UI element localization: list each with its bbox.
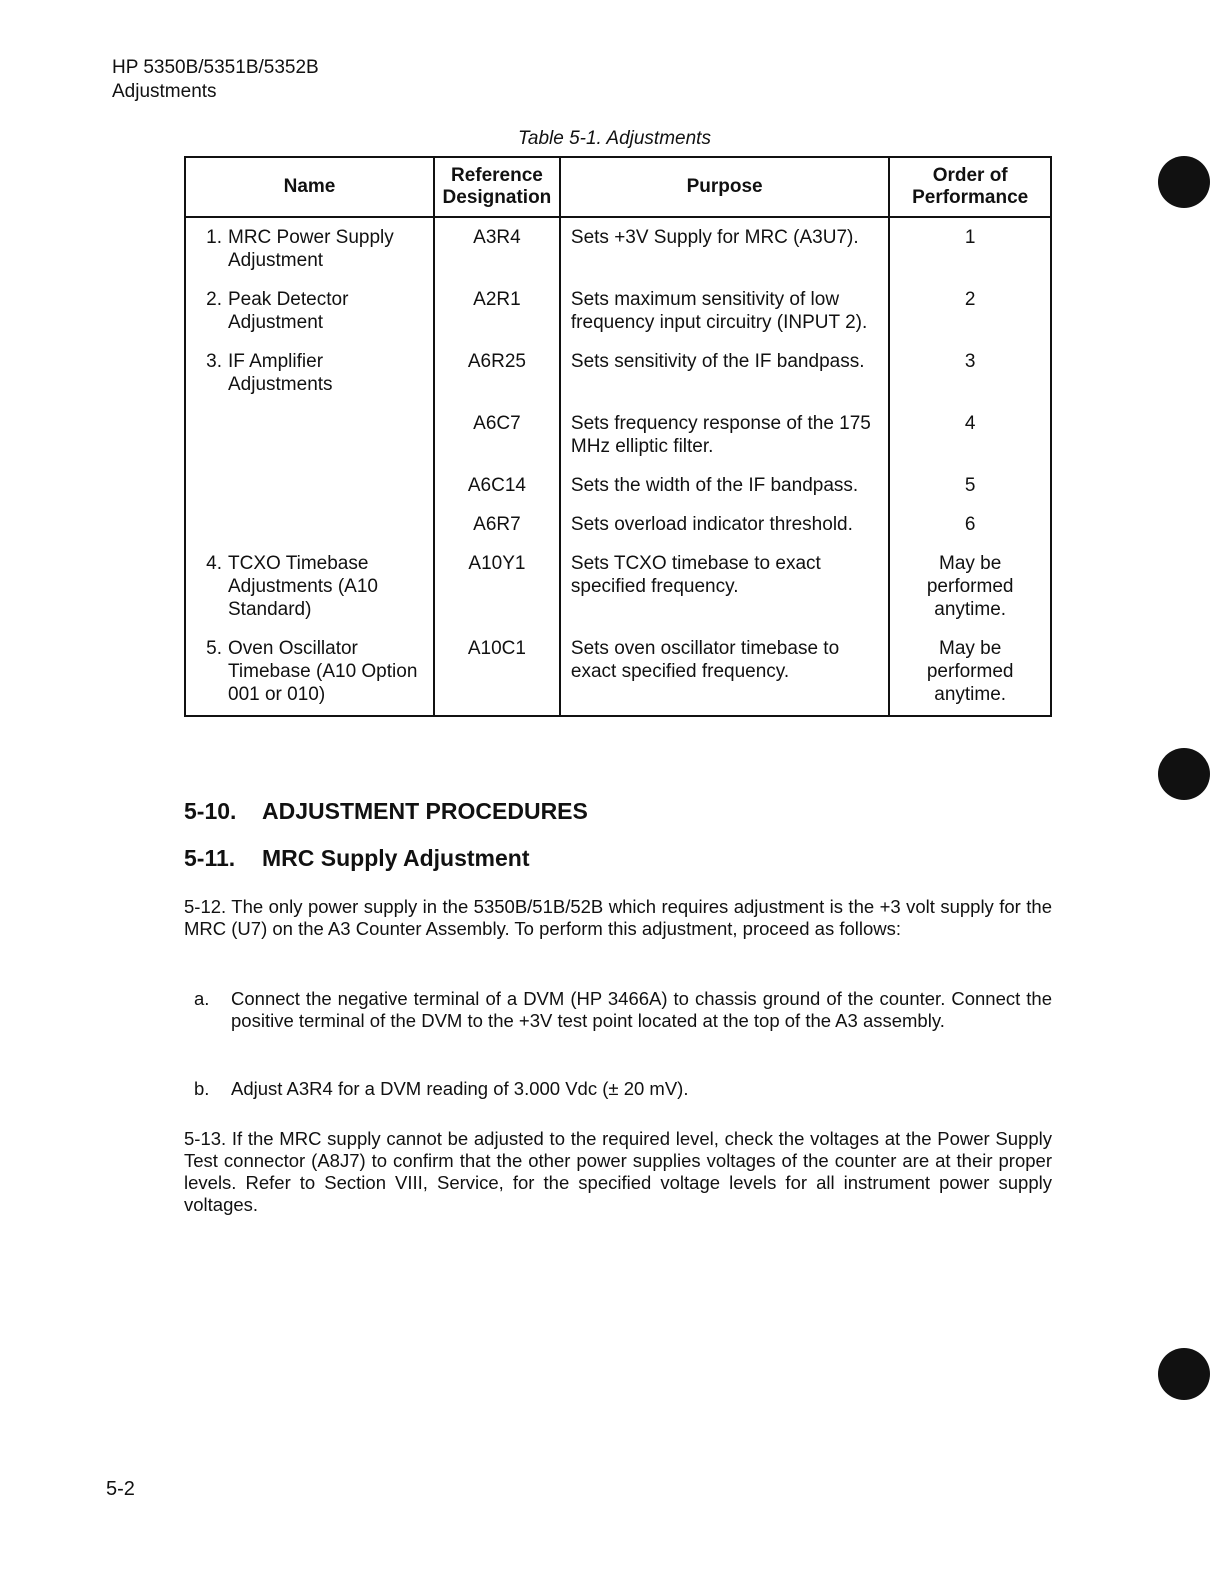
page-number: 5-2 [106, 1478, 135, 1500]
adjustments-table [184, 156, 1052, 717]
cell-order: May be performed anytime. [889, 630, 1051, 716]
section-heading-5-10 [184, 798, 588, 825]
item-name: TCXO Timebase Adjustments (A10 Standard) [228, 553, 378, 620]
binder-hole-top [1158, 156, 1210, 208]
name-wrap [196, 350, 423, 396]
header-reference-designation: Reference Designation [434, 157, 560, 217]
header-order-of-performance: Order of Performance [889, 157, 1051, 217]
cell-reference-designation: A2R1 [434, 281, 560, 343]
header-name: Name [185, 157, 434, 217]
cell-purpose: Sets sensitivity of the IF bandpass. [560, 343, 889, 405]
table-row [185, 545, 1051, 630]
item-number: 3. [206, 351, 222, 372]
cell-order: 2 [889, 281, 1051, 343]
cell-name [185, 405, 434, 467]
item-number: 1. [206, 227, 222, 248]
item-name: Oven Oscillator Timebase (A10 Option 001 or 010) [228, 638, 418, 705]
table-caption: Table 5-1. Adjustments [518, 128, 711, 149]
paragraph-5-13: 5-13. If the MRC supply cannot be adjusted to the required level, check the voltages at the Power Supply Test connector (A8J7) to confirm that the other power supplies voltages of the counter are at their proper levels. Refer to Section VIII, Service, for the specified voltage levels for all instrument power supply voltages. [184, 1128, 1052, 1215]
cell-order: 1 [889, 217, 1051, 281]
cell-reference-designation: A6R7 [434, 506, 560, 545]
cell-order: 4 [889, 405, 1051, 467]
cell-reference-designation: A6C14 [434, 467, 560, 506]
cell-reference-designation: A6C7 [434, 405, 560, 467]
step-label: a. [194, 988, 210, 1009]
item-name: MRC Power Supply Adjustment [228, 227, 394, 271]
table-row [185, 467, 1051, 506]
section-title: ADJUSTMENT PROCEDURES [262, 798, 588, 824]
cell-purpose: Sets overload indicator threshold. [560, 506, 889, 545]
section-number: 5-11. [184, 845, 236, 871]
cell-name [185, 506, 434, 545]
cell-purpose: Sets TCXO timebase to exact specified frequency. [560, 545, 889, 630]
cell-reference-designation: A10Y1 [434, 545, 560, 630]
cell-purpose: Sets oven oscillator timebase to exact specified frequency. [560, 630, 889, 716]
name-wrap [196, 552, 423, 621]
procedure-step-b [194, 1078, 1052, 1100]
table-row [185, 343, 1051, 405]
table-row [185, 630, 1051, 716]
section-heading-5-11 [184, 845, 529, 872]
item-name: IF Amplifier Adjustments [228, 351, 333, 395]
cell-purpose: Sets maximum sensitivity of low frequency input circuitry (INPUT 2). [560, 281, 889, 343]
cell-reference-designation: A10C1 [434, 630, 560, 716]
binder-hole-bottom [1158, 1348, 1210, 1400]
table-row [185, 506, 1051, 545]
step-text: Adjust A3R4 for a DVM reading of 3.000 Vdc (± 20 mV). [231, 1078, 689, 1099]
header-purpose: Purpose [560, 157, 889, 217]
header-model: HP 5350B/5351B/5352B [112, 57, 319, 78]
binder-hole-middle [1158, 748, 1210, 800]
section-number: 5-10. [184, 798, 237, 824]
table-row [185, 405, 1051, 467]
section-title: MRC Supply Adjustment [262, 845, 530, 871]
cell-order: 5 [889, 467, 1051, 506]
step-text: Connect the negative terminal of a DVM (HP 3466A) to chassis ground of the counter. Connect the positive terminal of the DVM to the +3V test point located at the top of the A3 assembly. [231, 988, 1052, 1031]
cell-name [185, 343, 434, 405]
item-number: 5. [206, 638, 222, 659]
cell-name [185, 281, 434, 343]
cell-purpose: Sets frequency response of the 175 MHz elliptic filter. [560, 405, 889, 467]
item-number: 2. [206, 289, 222, 310]
cell-order: 3 [889, 343, 1051, 405]
header-section: Adjustments [112, 81, 217, 102]
item-number: 4. [206, 553, 222, 574]
table-row [185, 281, 1051, 343]
step-label: b. [194, 1078, 210, 1099]
name-wrap [196, 288, 423, 334]
cell-order: May be performed anytime. [889, 545, 1051, 630]
cell-purpose: Sets +3V Supply for MRC (A3U7). [560, 217, 889, 281]
name-wrap [196, 226, 423, 272]
cell-name [185, 545, 434, 630]
name-wrap [196, 637, 423, 706]
cell-name [185, 467, 434, 506]
cell-order: 6 [889, 506, 1051, 545]
cell-name [185, 630, 434, 716]
cell-reference-designation: A3R4 [434, 217, 560, 281]
procedure-step-a [194, 988, 1052, 1032]
cell-name [185, 217, 434, 281]
item-name: Peak Detector Adjustment [228, 289, 349, 333]
table-header-row [185, 157, 1051, 217]
table-row [185, 217, 1051, 281]
page-header [112, 56, 319, 104]
cell-purpose: Sets the width of the IF bandpass. [560, 467, 889, 506]
cell-reference-designation: A6R25 [434, 343, 560, 405]
paragraph-5-12: 5-12. The only power supply in the 5350B/51B/52B which requires adjustment is the +3 volt supply for the MRC (U7) on the A3 Counter Assembly. To perform this adjustment, proceed as follows: [184, 896, 1052, 939]
